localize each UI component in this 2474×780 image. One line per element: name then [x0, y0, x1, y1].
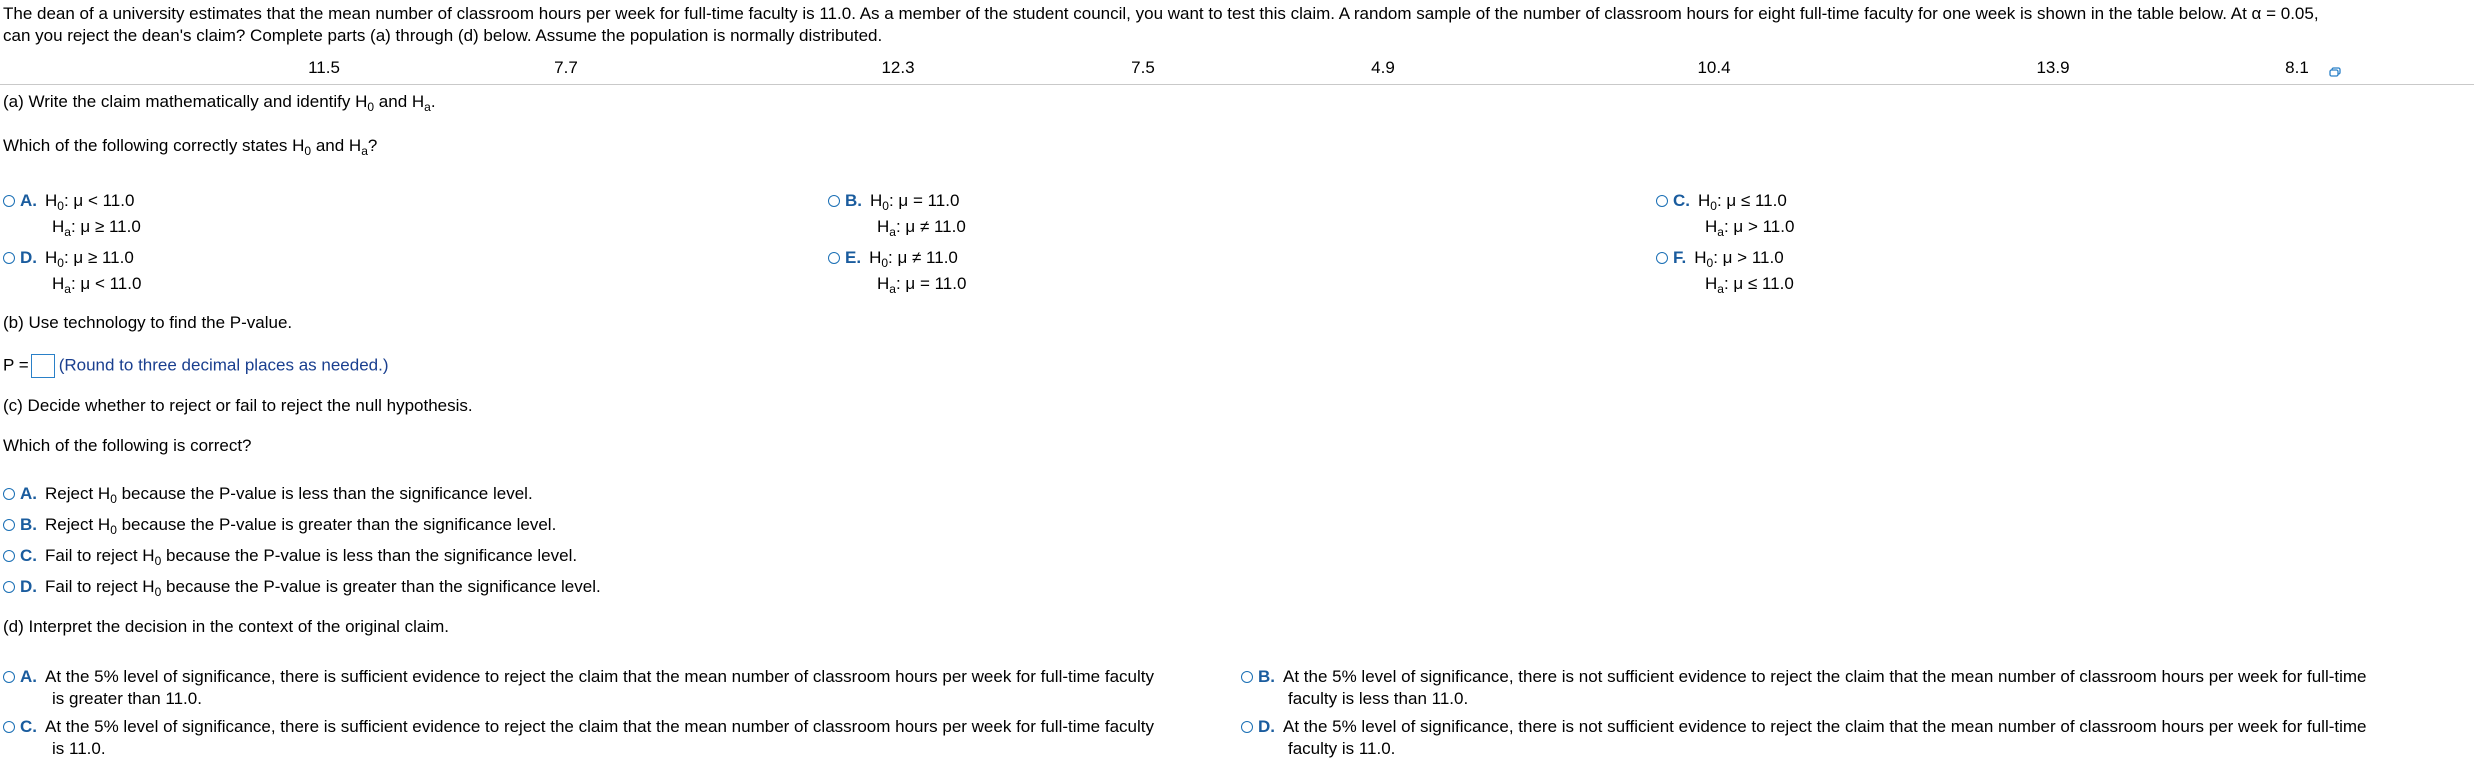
option-a-h0h1[interactable]: A. $H_0$: μ < 11.0 $H_a$: μ ≥ 11.0: [3, 188, 141, 240]
data-cell: 7.5: [1131, 58, 1155, 77]
radio-button[interactable]: [1241, 671, 1253, 683]
part-b-heading: (b) Use technology to find the P-value.: [3, 313, 293, 332]
radio-button[interactable]: [3, 671, 15, 683]
problem-statement: [3, 3, 2319, 47]
p-value-row: [3, 354, 389, 378]
radio-button[interactable]: [3, 195, 15, 207]
problem-statement-line-2: can you reject the dean's claim? Complete parts (a) through (d) below. Assume the population is normally distributed.: [3, 26, 883, 45]
option-d-c[interactable]: C. At the 5% level of significance, there is sufficient evidence to reject the claim that the mean number of classroom hours per week for full-time faculty is 11.0.: [3, 716, 1243, 760]
radio-button[interactable]: [828, 195, 840, 207]
part-a-heading: (a) Write the claim mathematically and identify $H_0$ and $H_a$.: [3, 92, 436, 114]
option-b-h0h1[interactable]: B. $H_0$: μ = 11.0 $H_a$: μ ≠ 11.0: [828, 188, 966, 240]
p-value-label: P =: [3, 355, 29, 375]
radio-button[interactable]: [3, 488, 15, 500]
part-d-heading: (d) Interpret the decision in the context of the original claim.: [3, 617, 450, 636]
option-c-b[interactable]: B. Reject $H_0$ because the P-value is greater than the significance level.: [3, 515, 556, 535]
problem-statement-line-1: The dean of a university estimates that the mean number of classroom hours per week for full-time faculty is 11.0. As a member of the student council, you want to test this claim. A random sample of the number of classroom hours for eight full-time faculty for one week is shown in the table below. At α = 0.05,: [3, 4, 2319, 23]
data-table: [0, 52, 2474, 85]
radio-button[interactable]: [1656, 195, 1668, 207]
data-cell: 7.7: [554, 58, 578, 77]
option-c-a[interactable]: A. Reject $H_0$ because the P-value is less than the significance level.: [3, 484, 533, 504]
radio-button[interactable]: [1656, 252, 1668, 264]
part-c-question: Which of the following is correct?: [3, 436, 252, 455]
data-cell: 12.3: [881, 58, 915, 77]
radio-button[interactable]: [3, 550, 15, 562]
part-a-question: Which of the following correctly states $H_0$ and $H_a$?: [3, 136, 378, 158]
data-cell: 8.1: [2285, 58, 2309, 77]
data-cell: 13.9: [2036, 58, 2070, 77]
option-e-h0h1[interactable]: E. $H_0$: μ ≠ 11.0 $H_a$: μ = 11.0: [828, 245, 966, 297]
data-cell: 10.4: [1697, 58, 1731, 77]
radio-button[interactable]: [828, 252, 840, 264]
part-c-heading: (c) Decide whether to reject or fail to reject the null hypothesis.: [3, 396, 473, 415]
radio-button[interactable]: [1241, 721, 1253, 733]
option-d-h0h1[interactable]: D. $H_0$: μ ≥ 11.0 $H_a$: μ < 11.0: [3, 245, 141, 297]
option-d-a[interactable]: A. At the 5% level of significance, there is sufficient evidence to reject the claim that the mean number of classroom hours per week for full-time faculty is greater than 11.0.: [3, 666, 1243, 710]
data-cell: 4.9: [1371, 58, 1395, 77]
option-c-d[interactable]: D. Fail to reject $H_0$ because the P-value is greater than the significance level.: [3, 577, 601, 597]
option-d-d[interactable]: D. At the 5% level of significance, there is not sufficient evidence to reject the claim that the mean number of classroom hours per week for full-time faculty is 11.0.: [1241, 716, 2471, 760]
option-c-h0h1[interactable]: C. $H_0$: μ ≤ 11.0 $H_a$: μ > 11.0: [1656, 188, 1794, 240]
radio-button[interactable]: [3, 519, 15, 531]
radio-button[interactable]: [3, 721, 15, 733]
p-value-input[interactable]: [31, 354, 55, 378]
copy-data-icon[interactable]: [2329, 67, 2343, 77]
rounding-hint: (Round to three decimal places as needed.): [58, 355, 389, 375]
radio-button[interactable]: [3, 581, 15, 593]
data-cell: 11.5: [308, 58, 340, 77]
option-c-c[interactable]: C. Fail to reject $H_0$ because the P-value is less than the significance level.: [3, 546, 577, 566]
radio-button[interactable]: [3, 252, 15, 264]
option-d-b[interactable]: B. At the 5% level of significance, there is not sufficient evidence to reject the claim that the mean number of classroom hours per week for full-time faculty is less than 11.0.: [1241, 666, 2471, 710]
option-f-h0h1[interactable]: F. $H_0$: μ > 11.0 $H_a$: μ ≤ 11.0: [1656, 245, 1794, 297]
